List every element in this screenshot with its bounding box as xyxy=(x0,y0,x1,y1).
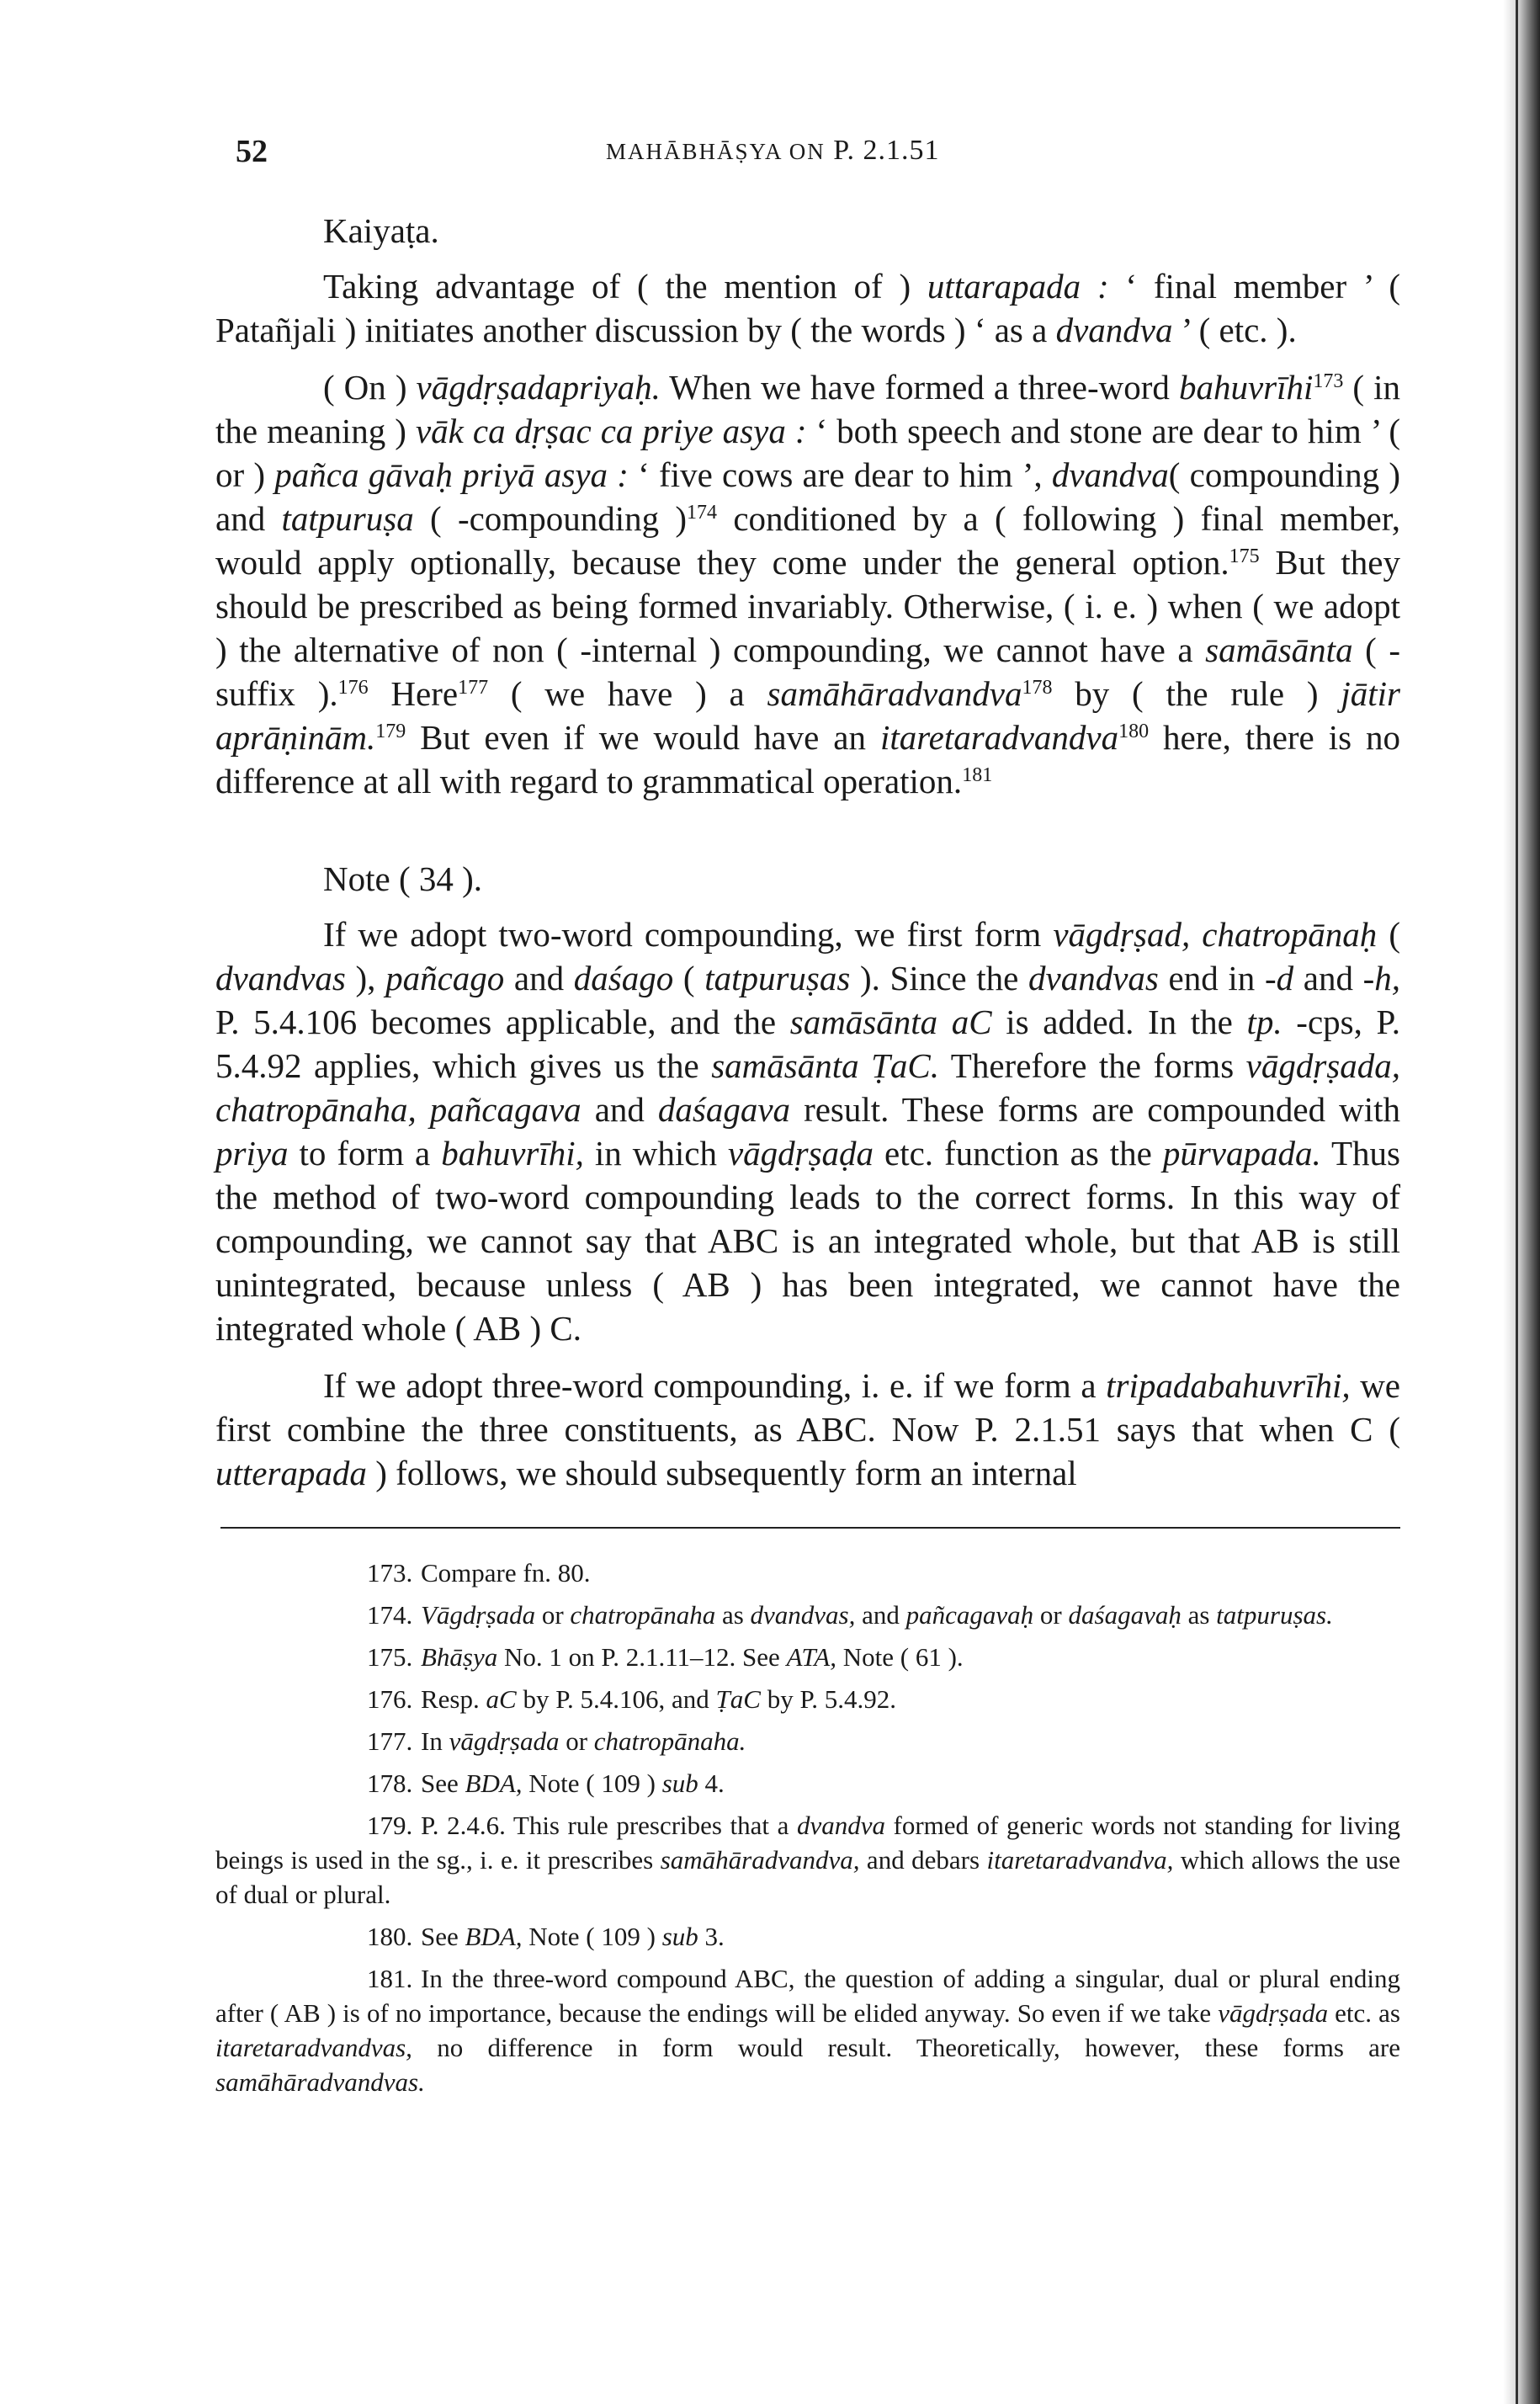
footnote-ref: 174 xyxy=(687,502,718,524)
page-number: 52 xyxy=(236,134,268,169)
italic-term: ATA, xyxy=(786,1642,836,1672)
footnote-ref: 179 xyxy=(375,721,406,742)
main-text xyxy=(215,209,1400,1495)
paragraph-1 xyxy=(215,264,1400,352)
italic-term: Vāgdṛṣada xyxy=(421,1600,536,1630)
italic-term: itaretaradvandva xyxy=(879,718,1119,757)
footnote-number: 177. xyxy=(367,1726,413,1756)
text-run: ’ ( etc. ). xyxy=(1172,311,1297,349)
footnote-separator-rule xyxy=(220,1527,1400,1529)
footnote-177 xyxy=(215,1724,1400,1758)
text-run: Therefore the forms xyxy=(939,1046,1246,1085)
italic-term: samāhāradvandva, xyxy=(660,1845,860,1875)
italic-term: chatropānaha. xyxy=(593,1726,746,1756)
italic-term: pañca gāvaḥ priyā asya : xyxy=(274,455,629,494)
text-run: Note ( 109 ) xyxy=(522,1922,662,1951)
text-run: and debars xyxy=(859,1845,987,1875)
text-run: -cps, P. 5.4.92 applies, which gives us the xyxy=(215,1003,1400,1085)
text-run: we first combine the three constituents, as ABC. Now P. 2.1.51 says that when C ( xyxy=(215,1366,1400,1449)
italic-term: pūrvapada. xyxy=(1162,1134,1321,1173)
paragraph-4 xyxy=(215,1364,1400,1495)
text-run: and xyxy=(1293,959,1363,997)
footnote-number: 176. xyxy=(367,1684,413,1714)
text-run: ), xyxy=(345,959,386,997)
italic-term: vāgdṛṣada, chatropānaha, pañcagava xyxy=(215,1046,1401,1129)
text-run: ‘ five cows are dear to him ’, xyxy=(628,455,1052,494)
italic-term: tripadabahuvrīhi, xyxy=(1106,1366,1351,1405)
italic-term: samāsānta aC xyxy=(789,1003,992,1041)
italic-term: ṬaC xyxy=(715,1684,761,1714)
running-title-rule: P. 2.1.51 xyxy=(833,135,940,166)
italic-term: vāgdṛṣaḍa xyxy=(727,1134,874,1173)
italic-term: dvandvas xyxy=(1028,959,1159,997)
text-run: end in xyxy=(1158,959,1265,997)
italic-term: dvandva xyxy=(1055,311,1173,349)
text-run: and xyxy=(504,959,574,997)
footnote-ref: 181 xyxy=(962,764,993,786)
text-run: ( On ) xyxy=(323,368,417,407)
italic-term: vāgdṛṣad, chatropānaḥ xyxy=(1053,915,1378,954)
italic-term: BDA, xyxy=(465,1922,523,1951)
italic-term: -h, xyxy=(1362,959,1400,997)
text-run: which allows the use of dual or plural. xyxy=(215,1845,1400,1909)
italic-term: jātir aprāṇinām. xyxy=(215,674,1400,757)
footnote-number: 175. xyxy=(367,1642,413,1672)
text-run: Here xyxy=(368,674,459,713)
text-run: P. 2.4.6. This rule prescribes that a xyxy=(421,1811,797,1840)
text-run: In the three-word compound ABC, the question of adding a singular, dual or plural ending after ( AB ) is of no importance, because the endings will be elided anyway. So even if we take xyxy=(215,1964,1400,2028)
text-run: in which xyxy=(583,1134,728,1173)
italic-term: priya xyxy=(215,1134,289,1173)
italic-term: tatpuruṣa xyxy=(281,499,414,538)
text-run: and xyxy=(581,1090,658,1129)
footnote-number: 174. xyxy=(367,1600,413,1630)
text-run: by P. 5.4.92. xyxy=(760,1684,896,1714)
footnote-176 xyxy=(215,1682,1400,1716)
text-run: result. These forms are compounded with xyxy=(790,1090,1400,1129)
footnote-number: 179. xyxy=(367,1811,413,1840)
text-run: as xyxy=(715,1600,751,1630)
footnote-180 xyxy=(215,1919,1400,1954)
text-run: by P. 5.4.106, and xyxy=(516,1684,716,1714)
italic-term: sub xyxy=(661,1922,698,1951)
footnote-181 xyxy=(215,1961,1400,2099)
page-binding-line xyxy=(1516,0,1518,2404)
footnotes xyxy=(215,1556,1400,2107)
italic-term: BDA, xyxy=(465,1768,523,1798)
italic-term: itaretaradvandva, xyxy=(986,1845,1174,1875)
running-title-prefix: MAHĀBHĀṢYA ON xyxy=(606,139,826,164)
footnote-ref: 176 xyxy=(337,677,369,699)
italic-term: tatpuruṣas xyxy=(704,959,851,997)
text-run: Note ( 61 ). xyxy=(836,1642,964,1672)
text-run: to form a xyxy=(288,1134,442,1173)
text-run: as xyxy=(1181,1600,1217,1630)
text-run: See xyxy=(421,1922,465,1951)
footnote-173 xyxy=(215,1556,1400,1590)
text-run: etc. function as the xyxy=(874,1134,1163,1173)
italic-term: uttarapada : xyxy=(927,267,1109,306)
footnote-174 xyxy=(215,1598,1400,1632)
footnote-175 xyxy=(215,1640,1400,1674)
text-run: 3. xyxy=(698,1922,725,1951)
text-run: conditioned by a ( following ) final member, would apply optionally, because they come under the general option. xyxy=(215,499,1400,582)
text-run: 4. xyxy=(698,1768,725,1798)
text-run: P. 5.4.106 becomes applicable, and the xyxy=(215,1003,790,1041)
text-run: See xyxy=(421,1768,465,1798)
text-run: ‘ both speech and stone are dear to him ’ ( or ) xyxy=(215,412,1401,494)
text-run: ( we have ) a xyxy=(488,674,767,713)
footnote-179 xyxy=(215,1808,1400,1912)
footnote-number: 180. xyxy=(367,1922,413,1951)
italic-term: vāgdṛṣada xyxy=(449,1726,560,1756)
text-run: ( compounding ) and xyxy=(215,455,1400,538)
italic-term: dvandvas xyxy=(215,959,346,997)
text-run: In xyxy=(421,1726,449,1756)
italic-term: samāsānta ṬaC. xyxy=(711,1046,940,1085)
note-heading: Note ( 34 ). xyxy=(323,859,483,898)
footnote-ref: 180 xyxy=(1118,721,1150,742)
italic-term: sub xyxy=(661,1768,698,1798)
text-run: formed of generic words not standing for living beings is used in the sg., i. e. it prescribes xyxy=(215,1811,1400,1875)
italic-term: samāhāradvandvas. xyxy=(215,2067,425,2097)
paragraph-2 xyxy=(215,365,1400,803)
text-run: If we adopt three-word compounding, i. e. if we form a xyxy=(323,1366,1107,1405)
italic-term: vāk ca dṛṣac ca priye asya : xyxy=(415,412,807,450)
running-title xyxy=(606,135,939,167)
text-run: But they should be prescribed as being formed invariably. Otherwise, ( i. e. ) when ( we adopt ) the alternative of non ( -internal ) compounding, we cannot have a xyxy=(215,543,1400,669)
text-run: But even if we would have an xyxy=(406,718,880,757)
footnote-number: 178. xyxy=(367,1768,413,1798)
italic-term: vāgdṛṣada xyxy=(1218,1998,1329,2028)
italic-term: aC xyxy=(486,1684,517,1714)
paragraph-3 xyxy=(215,912,1400,1350)
italic-term: bahuvrīhi xyxy=(1178,368,1314,407)
text-run: ( -compounding ) xyxy=(413,499,688,538)
text-run: Thus the method of two-word compounding leads to the correct forms. In this way of compounding, we cannot say that ABC is an integrated whole, but that AB is still unintegrated, because unless ( AB ) has been integrated, we cannot have the integrated whole ( AB ) C. xyxy=(215,1134,1400,1348)
text-run: Compare fn. 80. xyxy=(421,1558,591,1588)
text-run: ) follows, we should subsequently form an internal xyxy=(366,1454,1077,1492)
text-run: ‘ final member ’ ( Patañjali ) initiates another discussion by ( the words ) ‘ as a xyxy=(215,267,1400,349)
text-run: When we have formed a three-word xyxy=(660,368,1179,407)
text-run: here, there is no difference at all with regard to grammatical operation. xyxy=(215,718,1400,800)
italic-term: chatropānaha xyxy=(570,1600,716,1630)
text-run: or xyxy=(535,1600,571,1630)
text-run: Taking advantage of ( the mention of ) xyxy=(323,267,927,306)
text-run: No. 1 on P. 2.1.11–12. See xyxy=(497,1642,787,1672)
text-run: ( in the meaning ) xyxy=(215,368,1400,450)
italic-term: vāgdṛṣadapriyaḥ. xyxy=(416,368,661,407)
italic-term: Bhāṣya xyxy=(421,1642,498,1672)
italic-term: -d xyxy=(1264,959,1294,997)
italic-term: daśagava xyxy=(657,1090,791,1129)
italic-term: daśago xyxy=(573,959,674,997)
footnote-ref: 177 xyxy=(458,677,489,699)
italic-term: itaretaradvandvas, xyxy=(215,2033,412,2062)
text-run: no difference in form would result. Theoretically, however, these forms are xyxy=(412,2033,1400,2062)
footnote-number: 181. xyxy=(367,1964,413,1993)
text-run: ( xyxy=(673,959,705,997)
italic-term: dvandva xyxy=(1051,455,1169,494)
italic-term: dvandva xyxy=(796,1811,885,1840)
italic-term: tatpuruṣas. xyxy=(1216,1600,1333,1630)
footnote-number: 173. xyxy=(367,1558,413,1588)
text-run: is added. In the xyxy=(991,1003,1247,1041)
text-run: or xyxy=(559,1726,594,1756)
text-run: by ( the rule ) xyxy=(1052,674,1341,713)
text-run: ( xyxy=(1377,915,1400,954)
italic-term: dvandvas, xyxy=(750,1600,856,1630)
footnote-ref: 178 xyxy=(1022,677,1053,699)
footnote-178 xyxy=(215,1766,1400,1800)
italic-term: samāhāradvandva xyxy=(767,674,1022,713)
text-run: and xyxy=(855,1600,906,1630)
italic-term: daśagavaḥ xyxy=(1068,1600,1182,1630)
footnote-ref: 173 xyxy=(1313,370,1344,392)
scanned-page-edge-shadow xyxy=(1503,0,1540,2404)
kaiyata-heading: Kaiyaṭa. xyxy=(323,211,439,250)
text-run: or xyxy=(1033,1600,1069,1630)
italic-term: samāsānta xyxy=(1205,630,1353,669)
italic-term: utterapada xyxy=(215,1454,367,1492)
text-run: ). Since the xyxy=(850,959,1029,997)
text-run: If we adopt two-word compounding, we first form xyxy=(323,915,1054,954)
italic-term: bahuvrīhi, xyxy=(441,1134,584,1173)
footnote-ref: 175 xyxy=(1229,545,1260,567)
italic-term: pañcagavaḥ xyxy=(905,1600,1034,1630)
text-run: etc. as xyxy=(1328,1998,1400,2028)
page-header xyxy=(236,133,1397,177)
text-run: Resp. xyxy=(421,1684,486,1714)
text-run: Note ( 109 ) xyxy=(522,1768,662,1798)
italic-term: pañcago xyxy=(385,959,505,997)
italic-term: tp. xyxy=(1246,1003,1282,1041)
text-run: ( -suffix ). xyxy=(215,630,1400,713)
